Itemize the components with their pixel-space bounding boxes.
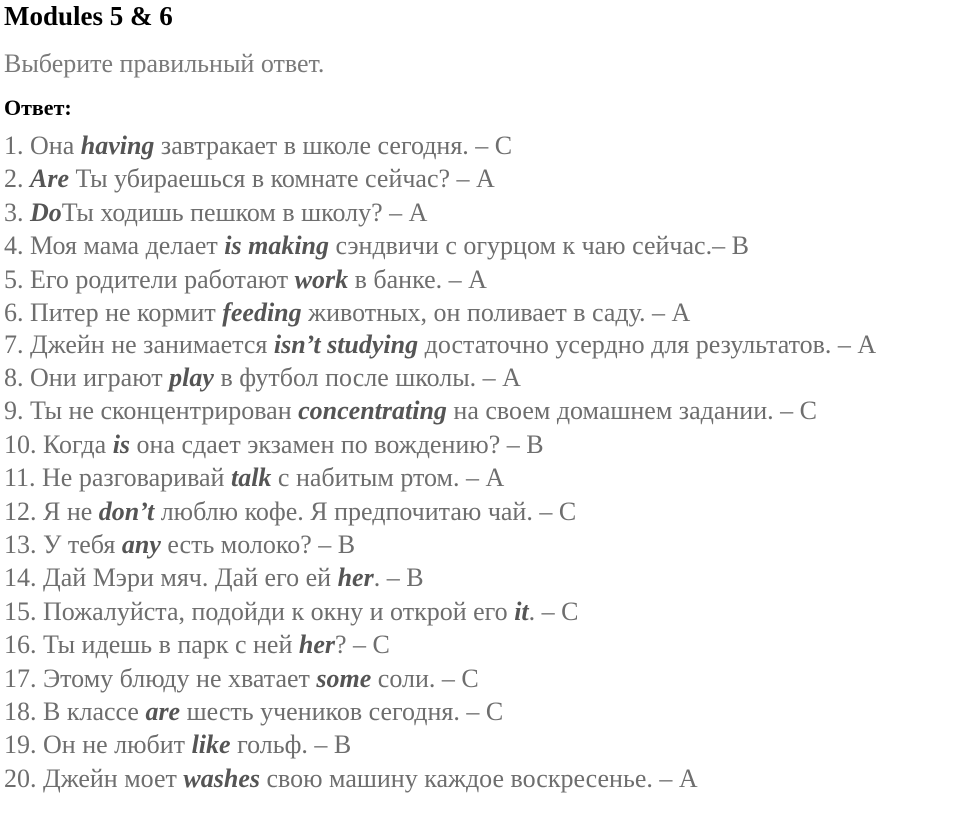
item-keyword: washes xyxy=(183,763,260,793)
item-text-before: 16. Ты идешь в парк с ней xyxy=(4,630,299,660)
item-text-after: достаточно усердно для результатов. – А xyxy=(418,330,877,360)
item-text-after: животных, он поливает в саду. – А xyxy=(301,298,691,328)
item-text-before: 17. Этому блюду не хватает xyxy=(4,663,317,693)
item-text-before: 13. У тебя xyxy=(4,529,122,559)
item-text-before: 15. Пожалуйста, подойди к окну и открой его xyxy=(4,596,515,626)
item-keyword: are xyxy=(145,697,181,726)
item-text-before: 20. Джейн моет xyxy=(4,763,184,793)
answer-item xyxy=(4,528,956,561)
item-keyword: is making xyxy=(224,231,330,261)
item-text-after: шесть учеников сегодня. – С xyxy=(180,697,504,726)
answer-item xyxy=(4,394,956,427)
answer-item xyxy=(4,428,956,461)
item-keyword: it xyxy=(514,596,529,626)
item-text-before: 14. Дай Мэри мяч. Дай его ей xyxy=(4,563,338,593)
item-keyword: work xyxy=(294,264,349,294)
item-text-after: соли. – С xyxy=(371,663,479,693)
item-text-after: гольф. – В xyxy=(230,730,352,760)
item-keyword: don’t xyxy=(98,496,155,526)
answer-item xyxy=(4,695,956,728)
item-text-before: 7. Джейн не занимается xyxy=(4,330,274,360)
item-keyword: her xyxy=(298,630,336,660)
item-keyword: play xyxy=(169,362,214,392)
item-text-before: 4. Моя мама делает xyxy=(4,231,225,261)
item-text-after: с набитым ртом. – А xyxy=(271,463,505,493)
answer-list xyxy=(4,129,956,795)
item-text-after: . – С xyxy=(528,596,579,626)
task-instruction: Выберите правильный ответ. xyxy=(4,49,325,78)
item-keyword: her xyxy=(337,563,374,593)
document-page xyxy=(4,0,956,795)
item-text-before: 12. Я не xyxy=(4,496,99,526)
item-text-after: свою машину каждое воскресенье. – А xyxy=(259,763,698,793)
answer-item xyxy=(4,196,956,229)
answer-item xyxy=(4,728,956,761)
answer-item xyxy=(4,628,956,661)
item-text-before: 9. Ты не сконцентрирован xyxy=(4,396,299,426)
answer-item xyxy=(4,762,956,795)
item-text-after: есть молоко? – В xyxy=(160,529,356,559)
item-keyword: like xyxy=(191,730,231,760)
item-text-after: Ты убираешься в комнате сейчас? – А xyxy=(69,164,495,194)
item-keyword: feeding xyxy=(222,298,302,328)
item-text-before: 6. Питер не кормит xyxy=(4,298,223,328)
answer-item xyxy=(4,361,956,394)
answer-item xyxy=(4,595,956,628)
item-text-after: ? – С xyxy=(335,630,390,660)
item-keyword: Do xyxy=(30,197,62,227)
item-text-after: . – В xyxy=(373,563,424,593)
answer-item xyxy=(4,229,956,262)
answer-heading: Ответ: xyxy=(4,95,72,120)
item-text-after: она сдает экзамен по вождению? – В xyxy=(130,429,544,459)
item-keyword: is xyxy=(112,429,131,459)
item-text-before: 19. Он не любит xyxy=(4,730,192,760)
answer-item xyxy=(4,263,956,296)
item-text-before: 11. Не разговаривай xyxy=(4,463,231,493)
item-keyword: having xyxy=(80,131,155,160)
answer-item xyxy=(4,129,956,162)
item-text-before: 1. Она xyxy=(4,131,81,160)
item-text-after: завтракает в школе сегодня. – С xyxy=(154,131,513,160)
answer-item xyxy=(4,162,956,195)
item-text-before: 5. Его родители работают xyxy=(4,264,295,294)
item-text-before: 3. xyxy=(4,197,30,227)
item-text-before: 2. xyxy=(4,164,30,194)
item-text-after: в банке. – А xyxy=(348,264,487,294)
answer-item xyxy=(4,662,956,695)
item-text-after: сэндвичи с огурцом к чаю сейчас.– В xyxy=(329,231,749,261)
item-text-after: в футбол после школы. – А xyxy=(213,362,521,392)
item-keyword: Are xyxy=(30,164,69,194)
answer-item xyxy=(4,296,956,329)
item-text-after: Ты ходишь пешком в школу? – А xyxy=(61,197,428,227)
item-keyword: talk xyxy=(230,463,272,493)
item-keyword: isn’t studying xyxy=(273,330,419,360)
item-text-before: 8. Они играют xyxy=(4,362,170,392)
answer-item xyxy=(4,495,956,528)
page-title: Modules 5 & 6 xyxy=(4,1,173,31)
answer-item xyxy=(4,461,956,494)
item-text-after: люблю кофе. Я предпочитаю чай. – С xyxy=(154,496,577,526)
answer-item xyxy=(4,329,956,361)
item-text-after: на своем домашнем задании. – С xyxy=(446,396,817,426)
item-keyword: any xyxy=(121,529,161,559)
answer-item xyxy=(4,561,956,594)
item-text-before: 10. Когда xyxy=(4,429,113,459)
item-keyword: concentrating xyxy=(298,396,447,426)
item-text-before: 18. В классе xyxy=(4,697,146,726)
item-keyword: some xyxy=(316,663,372,693)
